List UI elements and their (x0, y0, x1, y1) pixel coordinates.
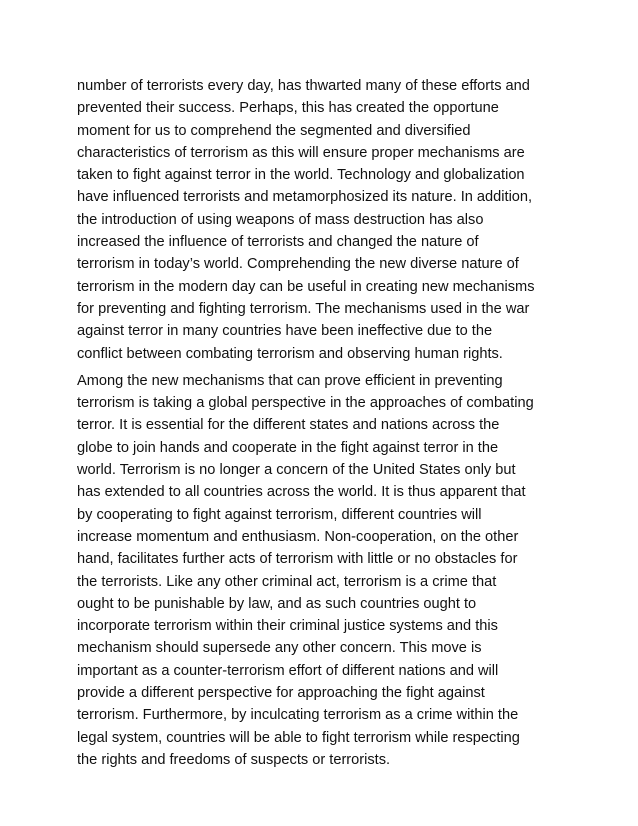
paragraph-line: number of terrorists every day, has thwarted many of these efforts and (77, 78, 530, 94)
paragraph-line: the introduction of using weapons of mass destruction has also (77, 211, 484, 228)
paragraph-2 (77, 370, 577, 771)
paragraph-line: increase momentum and enthusiasm. Non-cooperation, on the other (77, 528, 519, 545)
document-body (77, 75, 577, 771)
paragraph-line: by cooperating to fight against terrorism, different countries will (77, 506, 482, 523)
paragraph-line: terrorism in today’s world. Comprehending the new diverse nature of (77, 256, 519, 273)
paragraph-line: mechanism should supersede any other concern. This move is (77, 640, 482, 657)
paragraph-line: the terrorists. Like any other criminal act, terrorism is a crime that (77, 573, 497, 590)
paragraph-line: for preventing and fighting terrorism. The mechanisms used in the war (77, 300, 530, 317)
paragraph-line: the rights and freedoms of suspects or terrorists. (77, 751, 391, 768)
paragraph-line: characteristics of terrorism as this will ensure proper mechanisms are (77, 144, 525, 161)
paragraph-line: globe to join hands and cooperate in the fight against terror in the (77, 439, 499, 456)
paragraph-line: legal system, countries will be able to fight terrorism while respecting (77, 729, 520, 746)
paragraph-line: moment for us to comprehend the segmented and diversified (77, 122, 471, 139)
paragraph-1 (77, 75, 577, 365)
paragraph-line: prevented their success. Perhaps, this has created the opportune (77, 100, 499, 117)
paragraph-line: have influenced terrorists and metamorphosized its nature. In addition, (77, 189, 533, 206)
paragraph-line: has extended to all countries across the world. It is thus apparent that (77, 484, 526, 501)
paragraph-line: terror. It is essential for the different states and nations across the (77, 417, 500, 434)
paragraph-line: increased the influence of terrorists and changed the nature of (77, 234, 479, 251)
paragraph-line: terrorism in the modern day can be useful in creating new mechanisms (77, 278, 535, 295)
paragraph-line: terrorism is taking a global perspective in the approaches of combating (77, 395, 534, 412)
paragraph-line: incorporate terrorism within their criminal justice systems and this (77, 618, 498, 635)
paragraph-line: ought to be punishable by law, and as such countries ought to (77, 595, 477, 612)
paragraph-line: terrorism. Furthermore, by inculcating terrorism as a crime within the (77, 707, 519, 724)
paragraph-line: provide a different perspective for approaching the fight against (77, 685, 485, 702)
paragraph-line: world. Terrorism is no longer a concern of the United States only but (77, 462, 516, 479)
paragraph-line: conflict between combating terrorism and observing human rights. (77, 345, 503, 362)
paragraph-line: against terror in many countries have been ineffective due to the (77, 323, 493, 340)
paragraph-line: important as a counter-terrorism effort of different nations and will (77, 662, 499, 679)
paragraph-line: Among the new mechanisms that can prove efficient in preventing (77, 372, 503, 389)
paragraph-line: taken to fight against terror in the world. Technology and globalization (77, 167, 525, 184)
paragraph-line: hand, facilitates further acts of terrorism with little or no obstacles for (77, 551, 518, 568)
